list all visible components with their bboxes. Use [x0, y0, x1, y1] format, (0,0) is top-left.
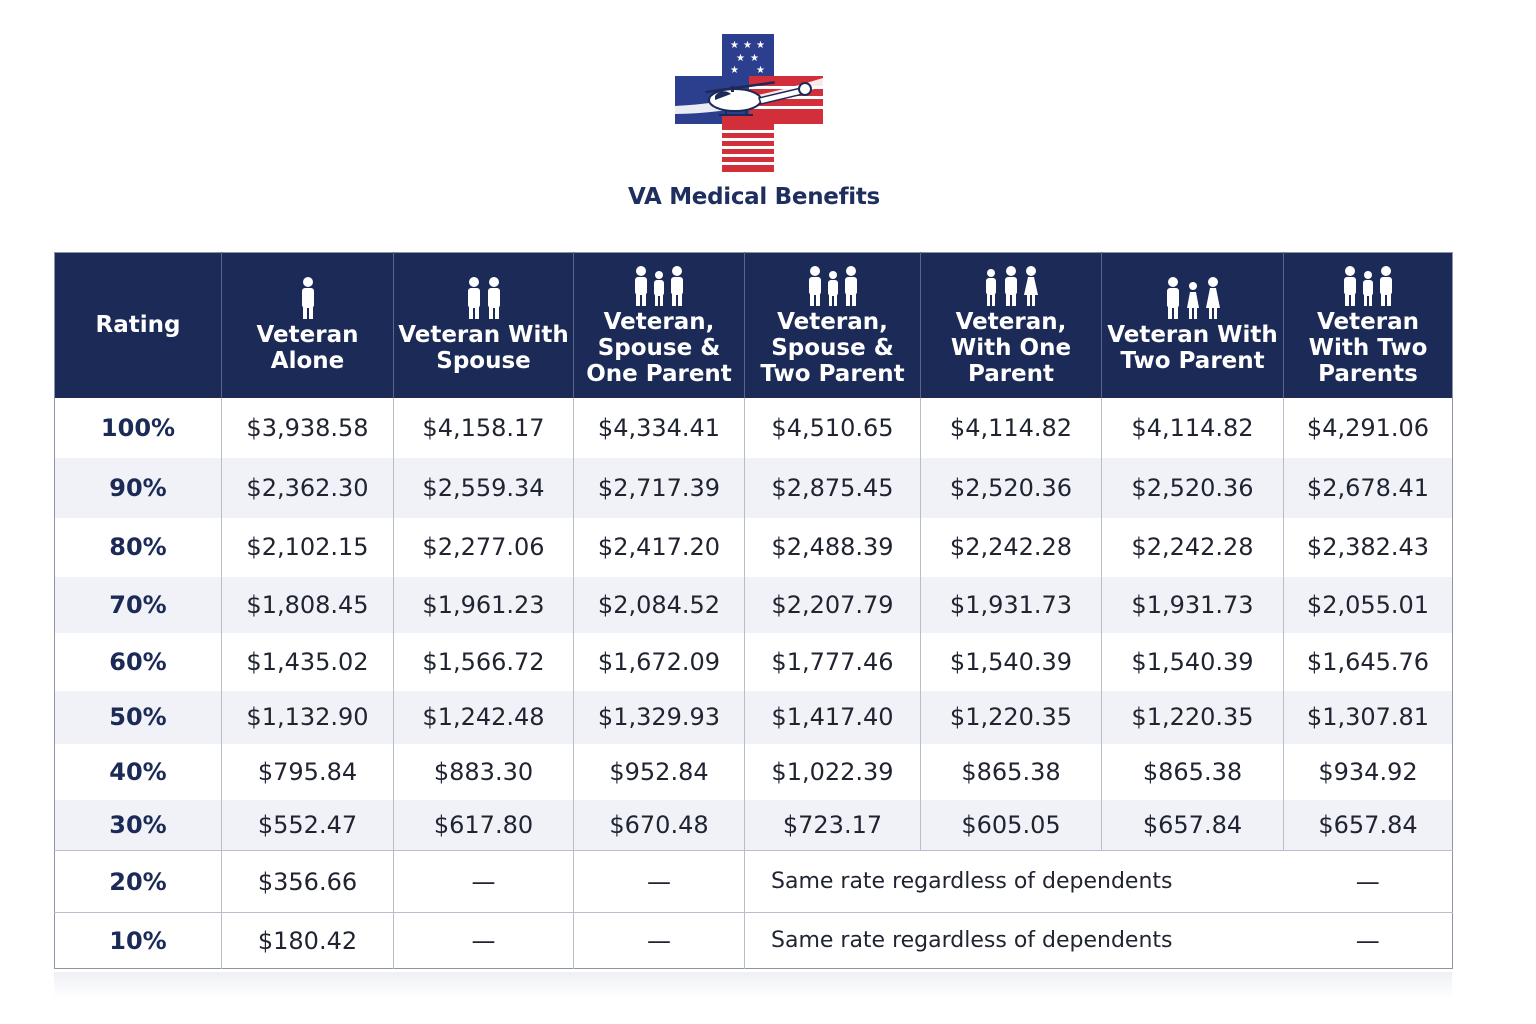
rate-cell: $2,520.36	[1102, 458, 1284, 518]
header-rating: Rating	[55, 253, 222, 398]
page-title: VA Medical Benefits	[628, 184, 880, 210]
table-shadow	[54, 972, 1452, 998]
rating-cell: 40%	[55, 744, 222, 800]
svg-text:★: ★	[743, 40, 752, 51]
svg-text:★: ★	[736, 53, 745, 64]
empty-dash-cell: —	[394, 851, 574, 913]
rate-cell: $2,520.36	[921, 458, 1102, 518]
rate-cell: $1,220.35	[1102, 691, 1284, 744]
rating-cell: 20%	[55, 851, 222, 913]
rate-cell: $2,102.15	[222, 518, 394, 577]
rate-cell: $605.05	[921, 800, 1102, 851]
table-row	[55, 633, 1453, 691]
svg-text:★: ★	[730, 65, 739, 76]
table-row	[55, 577, 1453, 633]
rate-cell: $1,961.23	[394, 577, 574, 633]
rate-cell: $1,242.48	[394, 691, 574, 744]
three-people-icon	[805, 263, 861, 307]
three-people-icon	[1340, 263, 1396, 307]
rate-cell: $1,417.40	[745, 691, 921, 744]
header-veteran-with-one-parent: Veteran, With One Parent	[921, 253, 1102, 398]
table-header-row	[55, 253, 1453, 398]
rating-cell: 50%	[55, 691, 222, 744]
rate-cell: $1,132.90	[222, 691, 394, 744]
svg-text:★: ★	[756, 40, 765, 51]
rate-cell: $2,055.01	[1284, 577, 1453, 633]
rate-cell: $1,777.46	[745, 633, 921, 691]
rate-cell: $2,382.43	[1284, 518, 1453, 577]
rate-cell: $1,540.39	[921, 633, 1102, 691]
rate-cell: $1,808.45	[222, 577, 394, 633]
empty-dash-cell: —	[1284, 851, 1453, 913]
table-row	[55, 744, 1453, 800]
rate-cell: $1,931.73	[921, 577, 1102, 633]
header-veteran-spouse-one-parent: Veteran, Spouse & One Parent	[574, 253, 745, 398]
rate-cell: $1,540.39	[1102, 633, 1284, 691]
rate-cell: $865.38	[921, 744, 1102, 800]
three-people-icon	[1163, 276, 1223, 320]
rate-cell: $4,291.06	[1284, 398, 1453, 458]
rate-cell: $2,362.30	[222, 458, 394, 518]
two-people-icon	[460, 276, 508, 320]
svg-text:★: ★	[750, 53, 759, 64]
rate-cell: $4,114.82	[921, 398, 1102, 458]
rate-cell: $4,510.65	[745, 398, 921, 458]
rate-cell: $1,435.02	[222, 633, 394, 691]
rate-cell: $2,717.39	[574, 458, 745, 518]
rate-cell: $2,678.41	[1284, 458, 1453, 518]
rate-cell: $1,022.39	[745, 744, 921, 800]
rate-cell: $3,938.58	[222, 398, 394, 458]
same-rate-note: Same rate regardless of dependents	[745, 913, 1284, 969]
three-people-icon	[631, 263, 687, 307]
svg-text:★: ★	[730, 40, 739, 51]
table-row	[55, 800, 1453, 851]
table-row	[55, 851, 1453, 913]
table-row	[55, 691, 1453, 744]
rating-cell: 60%	[55, 633, 222, 691]
rate-cell: $1,931.73	[1102, 577, 1284, 633]
empty-dash-cell: —	[574, 913, 745, 969]
empty-dash-cell: —	[1284, 913, 1453, 969]
same-rate-note: Same rate regardless of dependents	[745, 851, 1284, 913]
rate-cell: $1,220.35	[921, 691, 1102, 744]
header-veteran-alone: Veteran Alone	[222, 253, 394, 398]
rate-cell: $2,488.39	[745, 518, 921, 577]
rate-cell: $2,875.45	[745, 458, 921, 518]
rate-cell: $657.84	[1102, 800, 1284, 851]
rate-cell: $1,307.81	[1284, 691, 1453, 744]
rating-cell: 100%	[55, 398, 222, 458]
rate-cell: $1,329.93	[574, 691, 745, 744]
rating-cell: 70%	[55, 577, 222, 633]
rating-cell: 90%	[55, 458, 222, 518]
empty-dash-cell: —	[574, 851, 745, 913]
rate-cell: $657.84	[1284, 800, 1453, 851]
rate-cell: $723.17	[745, 800, 921, 851]
empty-dash-cell: —	[394, 913, 574, 969]
rate-cell: $2,277.06	[394, 518, 574, 577]
three-people-icon	[981, 263, 1041, 307]
rate-cell: $2,084.52	[574, 577, 745, 633]
rating-cell: 10%	[55, 913, 222, 969]
rate-cell: $4,158.17	[394, 398, 574, 458]
benefits-rate-table	[54, 252, 1453, 969]
rate-cell: $356.66	[222, 851, 394, 913]
rate-cell: $2,242.28	[921, 518, 1102, 577]
rate-cell: $4,114.82	[1102, 398, 1284, 458]
one-person-icon	[288, 276, 328, 320]
rate-cell: $934.92	[1284, 744, 1453, 800]
rate-cell: $4,334.41	[574, 398, 745, 458]
table-row	[55, 913, 1453, 969]
rate-cell: $180.42	[222, 913, 394, 969]
rate-cell: $952.84	[574, 744, 745, 800]
rating-cell: 30%	[55, 800, 222, 851]
rate-cell: $617.80	[394, 800, 574, 851]
header-veteran-with-two-parent: Veteran With Two Parent	[1102, 253, 1284, 398]
rating-cell: 80%	[55, 518, 222, 577]
svg-text:★: ★	[756, 65, 765, 76]
rate-cell: $865.38	[1102, 744, 1284, 800]
va-logo	[675, 34, 823, 172]
header-veteran-with-two-parents: Veteran With Two Parents	[1284, 253, 1453, 398]
rate-cell: $1,566.72	[394, 633, 574, 691]
rate-cell: $883.30	[394, 744, 574, 800]
rate-cell: $2,417.20	[574, 518, 745, 577]
table-row	[55, 398, 1453, 458]
table-row	[55, 518, 1453, 577]
header-veteran-with-spouse: Veteran With Spouse	[394, 253, 574, 398]
rate-cell: $2,242.28	[1102, 518, 1284, 577]
rate-cell: $1,672.09	[574, 633, 745, 691]
table-row	[55, 458, 1453, 518]
rate-cell: $552.47	[222, 800, 394, 851]
rate-cell: $795.84	[222, 744, 394, 800]
header-veteran-spouse-two-parent: Veteran, Spouse & Two Parent	[745, 253, 921, 398]
rate-cell: $670.48	[574, 800, 745, 851]
rate-cell: $1,645.76	[1284, 633, 1453, 691]
rate-cell: $2,559.34	[394, 458, 574, 518]
rate-cell: $2,207.79	[745, 577, 921, 633]
